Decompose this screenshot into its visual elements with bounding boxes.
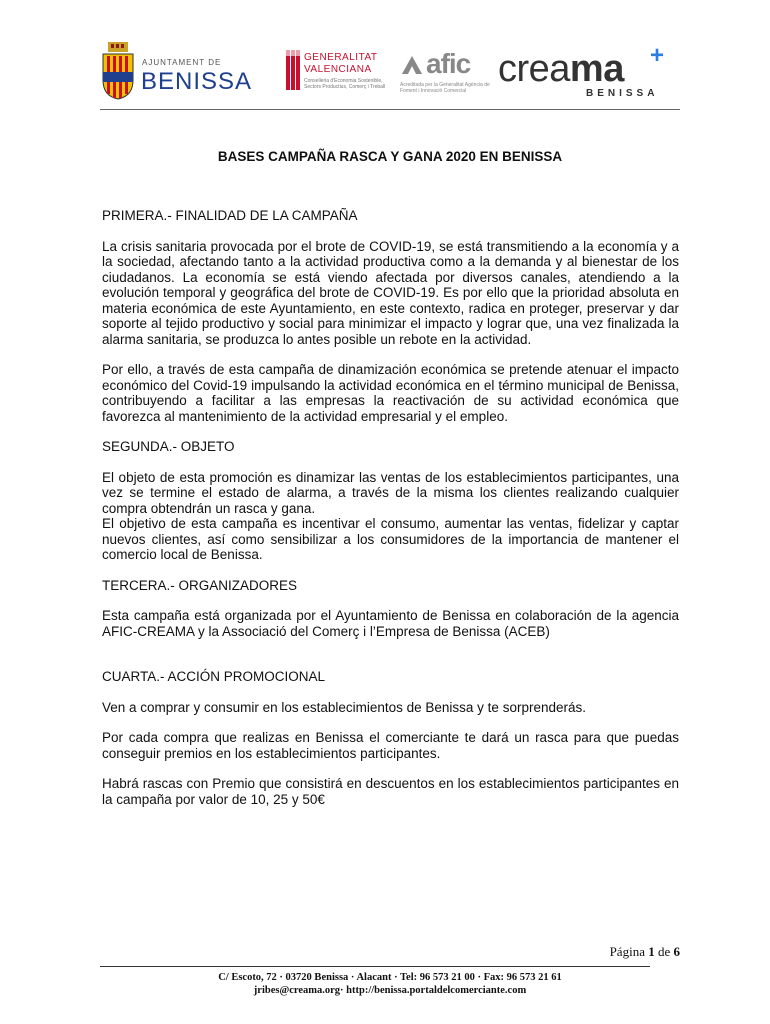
paragraph: El objetivo de esta campaña es incentivar el consumo, aumentar las ventas, fidelizar y captar nuevos clientes, así como sensibilizar a los consumidores de la importancia de mantener el comercio local de Benissa.: [102, 516, 679, 562]
page-number: [560, 944, 680, 960]
creama-wordmark-a: crea: [498, 48, 570, 90]
document-title: BASES CAMPAÑA RASCA Y GANA 2020 EN BENISSA: [217, 149, 563, 164]
creama-subtitle: BENISSA: [586, 88, 659, 99]
afic-logo: [400, 48, 490, 100]
plus-icon: +: [650, 42, 665, 69]
paragraph: Esta campaña está organizada por el Ayuntamiento de Benissa en colaboración de la agencia AFIC-CREAMA y la Associació del Comerç i l’Empresa de Benissa (ACEB): [102, 608, 679, 639]
section-heading-cuarta: CUARTA.- ACCIÓN PROMOCIONAL: [102, 669, 326, 684]
benissa-logo-small: AJUNTAMENT DE: [142, 58, 222, 67]
afic-subtitle: Acreditada per la Generalitat Agència de Foment i Innovació Comercial: [400, 82, 490, 94]
page-current: 1: [648, 944, 655, 959]
afic-mark-icon: [400, 54, 424, 76]
page-of: de: [657, 944, 671, 959]
paragraph: Por cada compra que realizas en Benissa el comerciante te dará un rasca para que puedas conseguir premios en los establecimientos participantes.: [102, 730, 679, 761]
section-heading-segunda: SEGUNDA.- OBJETO: [102, 439, 235, 454]
footer: [100, 971, 680, 997]
generalitat-logo: [286, 48, 386, 104]
paragraph: Habrá rascas con Premio que consistirá en descuentos en los establecimientos participantes en la campaña por valor de 10, 25 y 50€: [102, 776, 679, 807]
paragraph: Ven a comprar y consumir en los establecimientos de Benissa y te sorprenderás.: [102, 699, 586, 715]
creama-wordmark-b: ma: [569, 48, 624, 90]
benissa-logo-name: BENISSA: [141, 68, 253, 95]
benissa-logo: [100, 42, 270, 102]
generalitat-name-line1: GENERALITAT: [304, 52, 378, 63]
header-logos: [100, 40, 680, 106]
paragraph: La crisis sanitaria provocada por el brote de COVID-19, se está transmitiendo a la economía y a la sociedad, afectando tanto a la actividad productiva como a la demanda y al bienestar de los ciudadanos. La economía se está viendo afectada por diversos canales, atendiendo a la evolución temporal y geográfica del brote de COVID-19. Es por ello que la prioridad absoluta en materia económica de este Ayuntamiento, en este contexto, radica en proteger, preservar y dar soporte al tejido productivo y social para minimizar el impacto y lograr que, una vez finalizada la alarma sanitaria, se produzca lo antes posible un rebote en la actividad.: [102, 238, 679, 347]
footer-divider: [100, 966, 650, 967]
coat-of-arms-icon: [100, 42, 136, 100]
generalitat-mark-icon: [286, 50, 300, 90]
page-label: Página: [609, 944, 645, 959]
header-divider: [100, 109, 680, 110]
creama-wordmark: [498, 48, 624, 91]
generalitat-name-line2: VALENCIANA: [304, 64, 372, 75]
page-total: 6: [673, 944, 680, 959]
section-heading-primera: PRIMERA.- FINALIDAD DE LA CAMPAÑA: [102, 208, 358, 223]
generalitat-subtitle: Conselleria d'Economia Sostenible, Sectors Productius, Comerç i Treball: [304, 78, 386, 90]
footer-address: C/ Escoto, 72 · 03720 Benissa · Alacant · Tel: 96 573 21 00 · Fax: 96 573 21 61: [218, 972, 562, 983]
paragraph: Por ello, a través de esta campaña de dinamización económica se pretende atenuar el impacto económico del Covid-19 impulsando la actividad económica en el término municipal de Benissa, contribuyendo a facilitar a las empresas la reactivación de su actividad económica que favorezca al mantenimiento de la actividad empresarial y el empleo.: [102, 362, 679, 424]
section-heading-tercera: TERCERA.- ORGANIZADORES: [102, 577, 298, 593]
footer-contact: jribes@creama.org· http://benissa.portaldelcomerciante.com: [253, 985, 527, 996]
creama-logo: [498, 40, 680, 106]
paragraph: El objeto de esta promoción es dinamizar las ventas de los establecimientos participantes, una vez se termine el estado de alarma, a través de la misma los clientes realizando cualquier compra obtendrán un rasca y gana.: [102, 469, 679, 516]
document-body: [102, 208, 679, 807]
afic-wordmark: afic: [426, 48, 471, 79]
